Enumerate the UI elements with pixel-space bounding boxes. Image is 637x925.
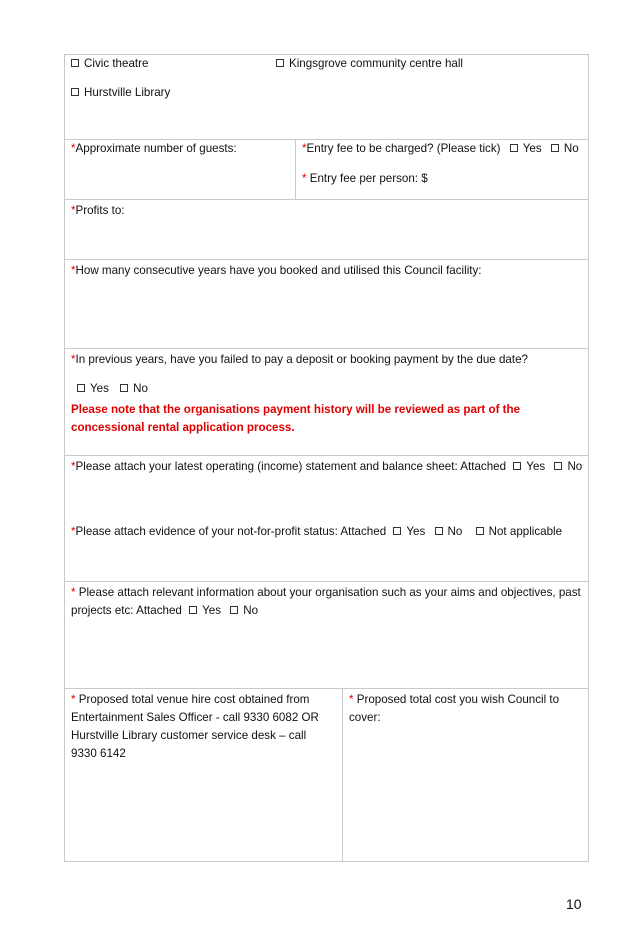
checkbox-icon[interactable]	[476, 527, 484, 535]
checkbox-icon[interactable]	[77, 384, 85, 392]
nfp-yes-option[interactable]: Yes	[393, 525, 425, 538]
entry-fee-cell: *Entry fee to be charged? (Please tick) Yes No * Entry fee per person: $	[295, 140, 590, 199]
checkbox-icon[interactable]	[71, 59, 79, 67]
profits-label: Profits to:	[75, 204, 125, 217]
nfp-attach: *Please attach evidence of your not-for-profit status: Attached Yes No Not applicable	[71, 525, 563, 538]
venue-row	[64, 54, 589, 140]
entry-fee-no-option[interactable]: No	[551, 142, 579, 155]
payment-history-note: Please note that the organisations payment history will be reviewed as part of the concessional rental application process.	[71, 403, 521, 434]
profits-row[interactable]: *Profits to:	[64, 200, 589, 260]
costs-row	[64, 689, 589, 862]
years-row[interactable]: *How many consecutive years have you booked and utilised this Council facility:	[64, 260, 589, 349]
checkbox-icon[interactable]	[189, 606, 197, 614]
venue-option-kingsgrove[interactable]: Kingsgrove community centre hall	[276, 57, 463, 71]
entry-fee-question: Entry fee to be charged? (Please tick)	[306, 142, 501, 155]
entry-fee-yes-option[interactable]: Yes	[510, 142, 542, 155]
org-info-row	[64, 582, 589, 689]
entry-fee-per-person[interactable]: * Entry fee per person: $	[302, 172, 428, 185]
org-info-no-option[interactable]: No	[230, 604, 258, 617]
nfp-no-option[interactable]: No	[435, 525, 463, 538]
hire-cost-label: Proposed total venue hire cost obtained from Entertainment Sales Officer - call 9330 6082 OR Hurstville Library customer service desk – call 9330 6142	[71, 693, 319, 760]
statement-no-option[interactable]: No	[554, 460, 582, 473]
previous-payment-question: In previous years, have you failed to pay a deposit or booking payment by the due date?	[75, 353, 528, 366]
page-number: 10	[566, 896, 582, 912]
previous-no-option[interactable]: No	[120, 382, 148, 395]
guests-label: Approximate number of guests:	[75, 142, 237, 155]
council-cover-cell[interactable]: * Proposed total cost you wish Council to cover:	[342, 689, 590, 861]
hire-cost-cell[interactable]: * Proposed total venue hire cost obtained from Entertainment Sales Officer - call 9330 6082 OR Hurstville Library customer service desk – call 9330 6142	[71, 693, 319, 760]
statement-yes-option[interactable]: Yes	[513, 460, 545, 473]
nfp-label: Please attach evidence of your not-for-profit status: Attached	[75, 525, 387, 538]
council-cover-label: Proposed total cost you wish Council to cover:	[349, 693, 560, 724]
attachments-row	[64, 456, 589, 582]
checkbox-icon[interactable]	[510, 144, 518, 152]
previous-payment-row: *In previous years, have you failed to pay a deposit or booking payment by the due date? Yes No Please note that the organisations payment history will be reviewed as part of the concessional rental application process.	[64, 349, 589, 456]
nfp-not-applicable-option[interactable]: Not applicable	[476, 525, 562, 538]
checkbox-icon[interactable]	[513, 462, 521, 470]
application-form	[64, 54, 589, 862]
checkbox-icon[interactable]	[554, 462, 562, 470]
checkbox-icon[interactable]	[551, 144, 559, 152]
checkbox-icon[interactable]	[276, 59, 284, 67]
guests-row	[64, 140, 589, 200]
venue-option-civic-theatre[interactable]: Civic theatre	[71, 57, 148, 71]
checkbox-icon[interactable]	[393, 527, 401, 535]
org-info-attach: * Please attach relevant information about your organisation such as your aims and objectives, past projects etc: Attached Yes No	[71, 586, 581, 617]
checkbox-icon[interactable]	[230, 606, 238, 614]
checkbox-icon[interactable]	[435, 527, 443, 535]
statement-label: Please attach your latest operating (income) statement and balance sheet: Attached	[75, 460, 507, 473]
guests-cell[interactable]: *Approximate number of guests:	[71, 142, 237, 155]
checkbox-icon[interactable]	[120, 384, 128, 392]
venue-option-hurstville-library[interactable]: Hurstville Library	[71, 86, 170, 100]
previous-yes-option[interactable]: Yes	[77, 382, 109, 395]
checkbox-icon[interactable]	[71, 88, 79, 96]
org-info-yes-option[interactable]: Yes	[189, 604, 221, 617]
statement-attach: *Please attach your latest operating (income) statement and balance sheet: Attached Yes No	[71, 460, 583, 473]
years-label: How many consecutive years have you booked and utilised this Council facility:	[75, 264, 482, 277]
org-info-label: Please attach relevant information about your organisation such as your aims and objectives, past projects etc: Attached	[71, 586, 581, 617]
